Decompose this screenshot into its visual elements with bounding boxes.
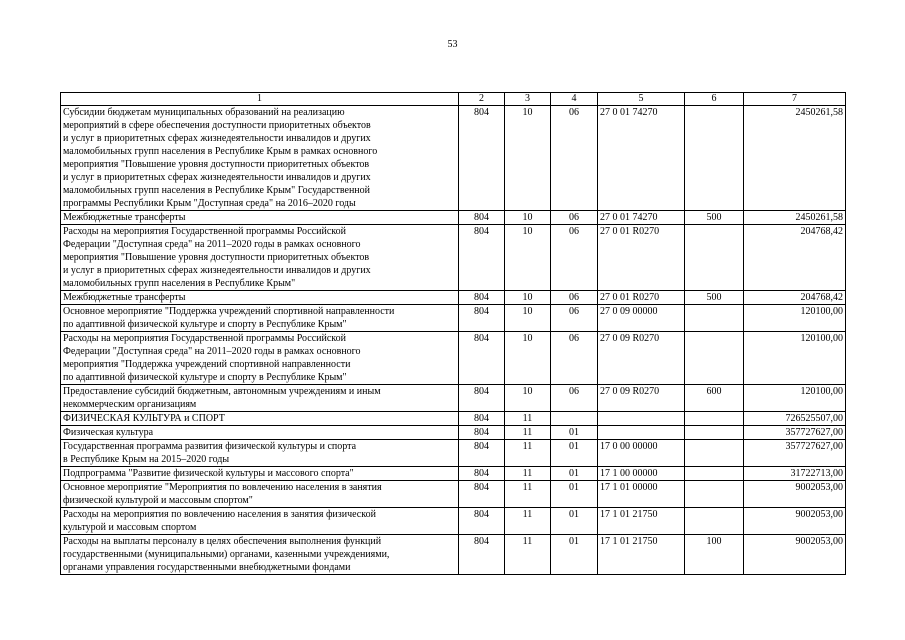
table-row <box>61 225 846 291</box>
row-expense-type-code: 500 <box>685 211 744 225</box>
table-row <box>61 426 846 440</box>
row-ministry-code: 804 <box>459 481 505 508</box>
row-target-article-code: 27 0 01 74270 <box>598 106 685 211</box>
row-name <box>61 426 459 440</box>
row-target-article-code: 27 0 01 R0270 <box>598 291 685 305</box>
row-subsection-code: 01 <box>551 467 598 481</box>
header-col-1: 1 <box>61 93 459 106</box>
row-target-article-code: 27 0 09 R0270 <box>598 332 685 385</box>
table-row <box>61 305 846 332</box>
row-section-code: 10 <box>505 332 551 385</box>
table-row <box>61 440 846 467</box>
row-name-line: Федерации "Доступная среда" на 2011–2020 годы в рамках основного <box>63 346 361 357</box>
row-subsection-code: 01 <box>551 508 598 535</box>
header-col-4: 4 <box>551 93 598 106</box>
row-section-code: 10 <box>505 106 551 211</box>
row-amount: 9002053,00 <box>744 481 846 508</box>
row-name-line: и услуг в приоритетных сферах жизнедеятельности инвалидов и других <box>63 265 371 276</box>
table-row <box>61 508 846 535</box>
row-target-article-code <box>598 412 685 426</box>
row-section-code: 10 <box>505 385 551 412</box>
row-name <box>61 440 459 467</box>
row-subsection-code: 06 <box>551 332 598 385</box>
row-expense-type-code <box>685 225 744 291</box>
row-amount: 357727627,00 <box>744 426 846 440</box>
row-name-line: программы Республики Крым "Доступная среда" на 2016–2020 годы <box>63 198 356 209</box>
row-name <box>61 291 459 305</box>
row-section-code: 10 <box>505 225 551 291</box>
row-name-line: Федерации "Доступная среда" на 2011–2020 годы в рамках основного <box>63 239 361 250</box>
row-section-code: 11 <box>505 412 551 426</box>
budget-table <box>60 92 846 575</box>
row-section-code: 11 <box>505 440 551 467</box>
header-col-3: 3 <box>505 93 551 106</box>
row-subsection-code: 06 <box>551 385 598 412</box>
row-expense-type-code: 600 <box>685 385 744 412</box>
row-target-article-code <box>598 426 685 440</box>
row-name <box>61 332 459 385</box>
row-expense-type-code <box>685 106 744 211</box>
row-name-line: культурой и массовым спортом <box>63 522 197 533</box>
row-name-line: и услуг в приоритетных сферах жизнедеятельности инвалидов и других <box>63 133 371 144</box>
row-expense-type-code <box>685 508 744 535</box>
row-ministry-code: 804 <box>459 106 505 211</box>
row-subsection-code: 01 <box>551 426 598 440</box>
row-section-code: 10 <box>505 291 551 305</box>
row-name-line: по адаптивной физической культуре и спорту в Республике Крым" <box>63 319 347 330</box>
table-row <box>61 467 846 481</box>
row-subsection-code: 06 <box>551 305 598 332</box>
row-target-article-code: 27 0 01 R0270 <box>598 225 685 291</box>
row-subsection-code <box>551 412 598 426</box>
row-amount: 726525507,00 <box>744 412 846 426</box>
row-ministry-code: 804 <box>459 225 505 291</box>
row-name-line: некоммерческим организациям <box>63 399 197 410</box>
row-name <box>61 535 459 575</box>
table-row <box>61 332 846 385</box>
row-expense-type-code <box>685 481 744 508</box>
row-target-article-code: 17 1 01 00000 <box>598 481 685 508</box>
row-name-line: ФИЗИЧЕСКАЯ КУЛЬТУРА и СПОРТ <box>63 413 225 424</box>
row-expense-type-code <box>685 412 744 426</box>
row-name-line: Основное мероприятие "Поддержка учреждений спортивной направленности <box>63 306 395 317</box>
row-section-code: 10 <box>505 305 551 332</box>
row-name-line: Предоставление субсидий бюджетным, автономным учреждениям и иным <box>63 386 381 397</box>
row-expense-type-code <box>685 305 744 332</box>
row-section-code: 11 <box>505 426 551 440</box>
row-name-line: и услуг в приоритетных сферах жизнедеятельности инвалидов и других <box>63 172 371 183</box>
row-ministry-code: 804 <box>459 291 505 305</box>
row-name-line: маломобильных групп населения в Республике Крым в рамках основного <box>63 146 378 157</box>
row-amount: 9002053,00 <box>744 535 846 575</box>
row-name-line: физической культурой и массовым спортом" <box>63 495 253 506</box>
row-name <box>61 467 459 481</box>
table-row <box>61 291 846 305</box>
row-name-line: органами управления государственными внебюджетными фондами <box>63 562 351 573</box>
row-name <box>61 106 459 211</box>
table-row <box>61 412 846 426</box>
row-name-line: маломобильных групп населения в Республике Крым" <box>63 278 296 289</box>
row-target-article-code: 17 1 01 21750 <box>598 535 685 575</box>
row-name <box>61 305 459 332</box>
row-subsection-code: 06 <box>551 211 598 225</box>
row-name-line: государственными (муниципальными) органами, казенными учреждениями, <box>63 549 390 560</box>
page-number: 53 <box>447 39 458 50</box>
row-name-line: Расходы на мероприятия Государственной программы Российской <box>63 333 346 344</box>
row-subsection-code: 06 <box>551 106 598 211</box>
row-target-article-code: 17 0 00 00000 <box>598 440 685 467</box>
row-ministry-code: 804 <box>459 412 505 426</box>
row-target-article-code: 27 0 09 00000 <box>598 305 685 332</box>
row-amount: 204768,42 <box>744 291 846 305</box>
row-expense-type-code: 100 <box>685 535 744 575</box>
row-ministry-code: 804 <box>459 385 505 412</box>
row-expense-type-code: 500 <box>685 291 744 305</box>
row-amount: 120100,00 <box>744 332 846 385</box>
row-subsection-code: 06 <box>551 291 598 305</box>
table-row <box>61 211 846 225</box>
row-ministry-code: 804 <box>459 426 505 440</box>
row-name <box>61 508 459 535</box>
row-ministry-code: 804 <box>459 440 505 467</box>
row-name-line: Государственная программа развития физической культуры и спорта <box>63 441 357 452</box>
row-section-code: 11 <box>505 481 551 508</box>
row-name-line: Основное мероприятие "Мероприятия по вовлечению населения в занятия <box>63 482 382 493</box>
row-name <box>61 211 459 225</box>
row-amount: 120100,00 <box>744 305 846 332</box>
row-section-code: 11 <box>505 467 551 481</box>
row-expense-type-code <box>685 467 744 481</box>
header-row <box>61 93 846 106</box>
row-name-line: Субсидии бюджетам муниципальных образований на реализацию <box>63 107 345 118</box>
row-amount: 2450261,58 <box>744 106 846 211</box>
row-amount: 120100,00 <box>744 385 846 412</box>
table-row <box>61 481 846 508</box>
row-target-article-code: 17 1 01 21750 <box>598 508 685 535</box>
row-name-line: мероприятия "Повышение уровня доступности приоритетных объектов <box>63 252 370 263</box>
row-name-line: Подпрограмма "Развитие физической культуры и массового спорта" <box>63 468 354 479</box>
row-name-line: в Республике Крым на 2015–2020 годы <box>63 454 230 465</box>
row-section-code: 11 <box>505 535 551 575</box>
row-name-line: по адаптивной физической культуре и спорту в Республике Крым" <box>63 372 347 383</box>
row-name-line: мероприятия "Поддержка учреждений спортивной направленности <box>63 359 351 370</box>
row-name-line: Физическая культура <box>63 427 154 438</box>
row-expense-type-code <box>685 440 744 467</box>
row-amount: 204768,42 <box>744 225 846 291</box>
row-expense-type-code <box>685 426 744 440</box>
row-name-line: Расходы на выплаты персоналу в целях обеспечения выполнения функций <box>63 536 382 547</box>
row-ministry-code: 804 <box>459 211 505 225</box>
table-row <box>61 385 846 412</box>
table-row <box>61 535 846 575</box>
row-amount: 9002053,00 <box>744 508 846 535</box>
row-section-code: 11 <box>505 508 551 535</box>
row-target-article-code: 27 0 01 74270 <box>598 211 685 225</box>
header-col-7: 7 <box>744 93 846 106</box>
row-subsection-code: 06 <box>551 225 598 291</box>
row-name-line: Межбюджетные трансферты <box>63 212 186 223</box>
row-ministry-code: 804 <box>459 467 505 481</box>
row-ministry-code: 804 <box>459 305 505 332</box>
row-target-article-code: 27 0 09 R0270 <box>598 385 685 412</box>
row-target-article-code: 17 1 00 00000 <box>598 467 685 481</box>
row-name-line: Расходы на мероприятия по вовлечению населения в занятия физической <box>63 509 376 520</box>
row-section-code: 10 <box>505 211 551 225</box>
row-name <box>61 225 459 291</box>
row-expense-type-code <box>685 332 744 385</box>
row-name <box>61 412 459 426</box>
row-name-line: Межбюджетные трансферты <box>63 292 186 303</box>
table-row <box>61 106 846 211</box>
header-col-6: 6 <box>685 93 744 106</box>
row-amount: 357727627,00 <box>744 440 846 467</box>
row-name <box>61 385 459 412</box>
row-name-line: Расходы на мероприятия Государственной программы Российской <box>63 226 346 237</box>
row-amount: 31722713,00 <box>744 467 846 481</box>
header-col-2: 2 <box>459 93 505 106</box>
row-ministry-code: 804 <box>459 535 505 575</box>
row-subsection-code: 01 <box>551 535 598 575</box>
row-name-line: мероприятий в сфере обеспечения доступности приоритетных объектов <box>63 120 371 131</box>
row-name <box>61 481 459 508</box>
row-name-line: мероприятия "Повышение уровня доступности приоритетных объектов <box>63 159 370 170</box>
row-amount: 2450261,58 <box>744 211 846 225</box>
row-ministry-code: 804 <box>459 332 505 385</box>
row-name-line: маломобильных групп населения в Республике Крым" Государственной <box>63 185 371 196</box>
row-subsection-code: 01 <box>551 440 598 467</box>
row-ministry-code: 804 <box>459 508 505 535</box>
row-subsection-code: 01 <box>551 481 598 508</box>
table-body <box>61 106 846 575</box>
header-col-5: 5 <box>598 93 685 106</box>
